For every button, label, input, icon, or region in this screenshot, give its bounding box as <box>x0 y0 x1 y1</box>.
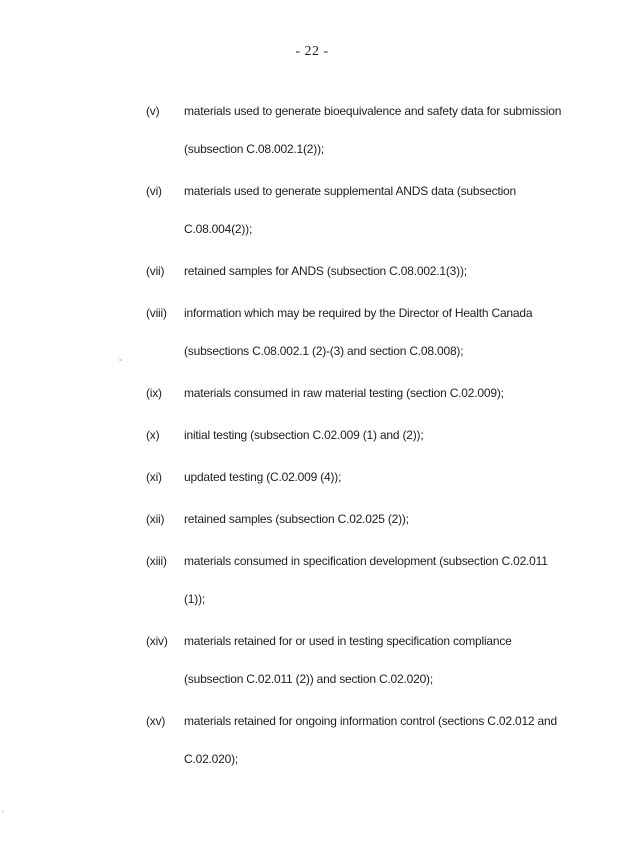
list-item <box>146 92 596 168</box>
list-item-marker: (vi) <box>146 184 162 198</box>
list-item <box>146 416 596 454</box>
list-item-line: C.02.020); <box>184 752 239 766</box>
numbered-list <box>146 92 596 782</box>
list-item-marker: (viii) <box>146 306 167 320</box>
list-item <box>146 458 596 496</box>
list-item-line: materials used to generate supplemental ANDS data (subsection <box>184 184 516 198</box>
list-item-line: information which may be required by the Director of Health Canada <box>184 306 533 320</box>
list-item <box>146 252 596 290</box>
list-item-line: materials retained for or used in testing specification compliance <box>184 634 512 648</box>
list-item-marker: (v) <box>146 104 160 118</box>
list-item-line: materials consumed in specification development (subsection C.02.011 <box>184 554 548 568</box>
list-item-line: (1)); <box>184 592 205 606</box>
list-item-line: materials used to generate bioequivalence and safety data for submission <box>184 104 562 118</box>
list-item-line: initial testing (subsection C.02.009 (1) and (2)); <box>184 428 424 442</box>
list-item-marker: (x) <box>146 428 160 442</box>
list-item <box>146 542 596 618</box>
list-item-line: materials retained for ongoing information control (sections C.02.012 and <box>184 714 557 728</box>
list-item-marker: (vii) <box>146 264 165 278</box>
list-item <box>146 172 596 248</box>
list-item-line: materials consumed in raw material testing (section C.02.009); <box>184 386 504 400</box>
page-number: - 22 - <box>295 44 329 59</box>
list-item-marker: (xiii) <box>146 554 167 568</box>
list-item-marker: (xiv) <box>146 634 168 648</box>
list-item <box>146 500 596 538</box>
list-item <box>146 374 596 412</box>
list-item-line: C.08.004(2)); <box>184 222 253 236</box>
list-item-line: (subsection C.08.002.1(2)); <box>184 142 325 156</box>
list-item <box>146 702 596 778</box>
list-item-line: (subsections C.08.002.1 (2)-(3) and section C.08.008); <box>184 344 464 358</box>
list-item-line: retained samples for ANDS (subsection C.08.002.1(3)); <box>184 264 467 278</box>
scan-speck <box>1 810 4 813</box>
list-item-line: (subsection C.02.011 (2)) and section C.02.020); <box>184 672 433 686</box>
scan-speck <box>119 359 122 361</box>
list-item-marker: (xv) <box>146 714 166 728</box>
list-item-line: retained samples (subsection C.02.025 (2)); <box>184 512 409 526</box>
list-item-marker: (xi) <box>146 470 162 484</box>
list-item <box>146 622 596 698</box>
list-item <box>146 294 596 370</box>
list-item-marker: (ix) <box>146 386 162 400</box>
list-item-marker: (xii) <box>146 512 165 526</box>
list-item-line: updated testing (C.02.009 (4)); <box>184 470 342 484</box>
